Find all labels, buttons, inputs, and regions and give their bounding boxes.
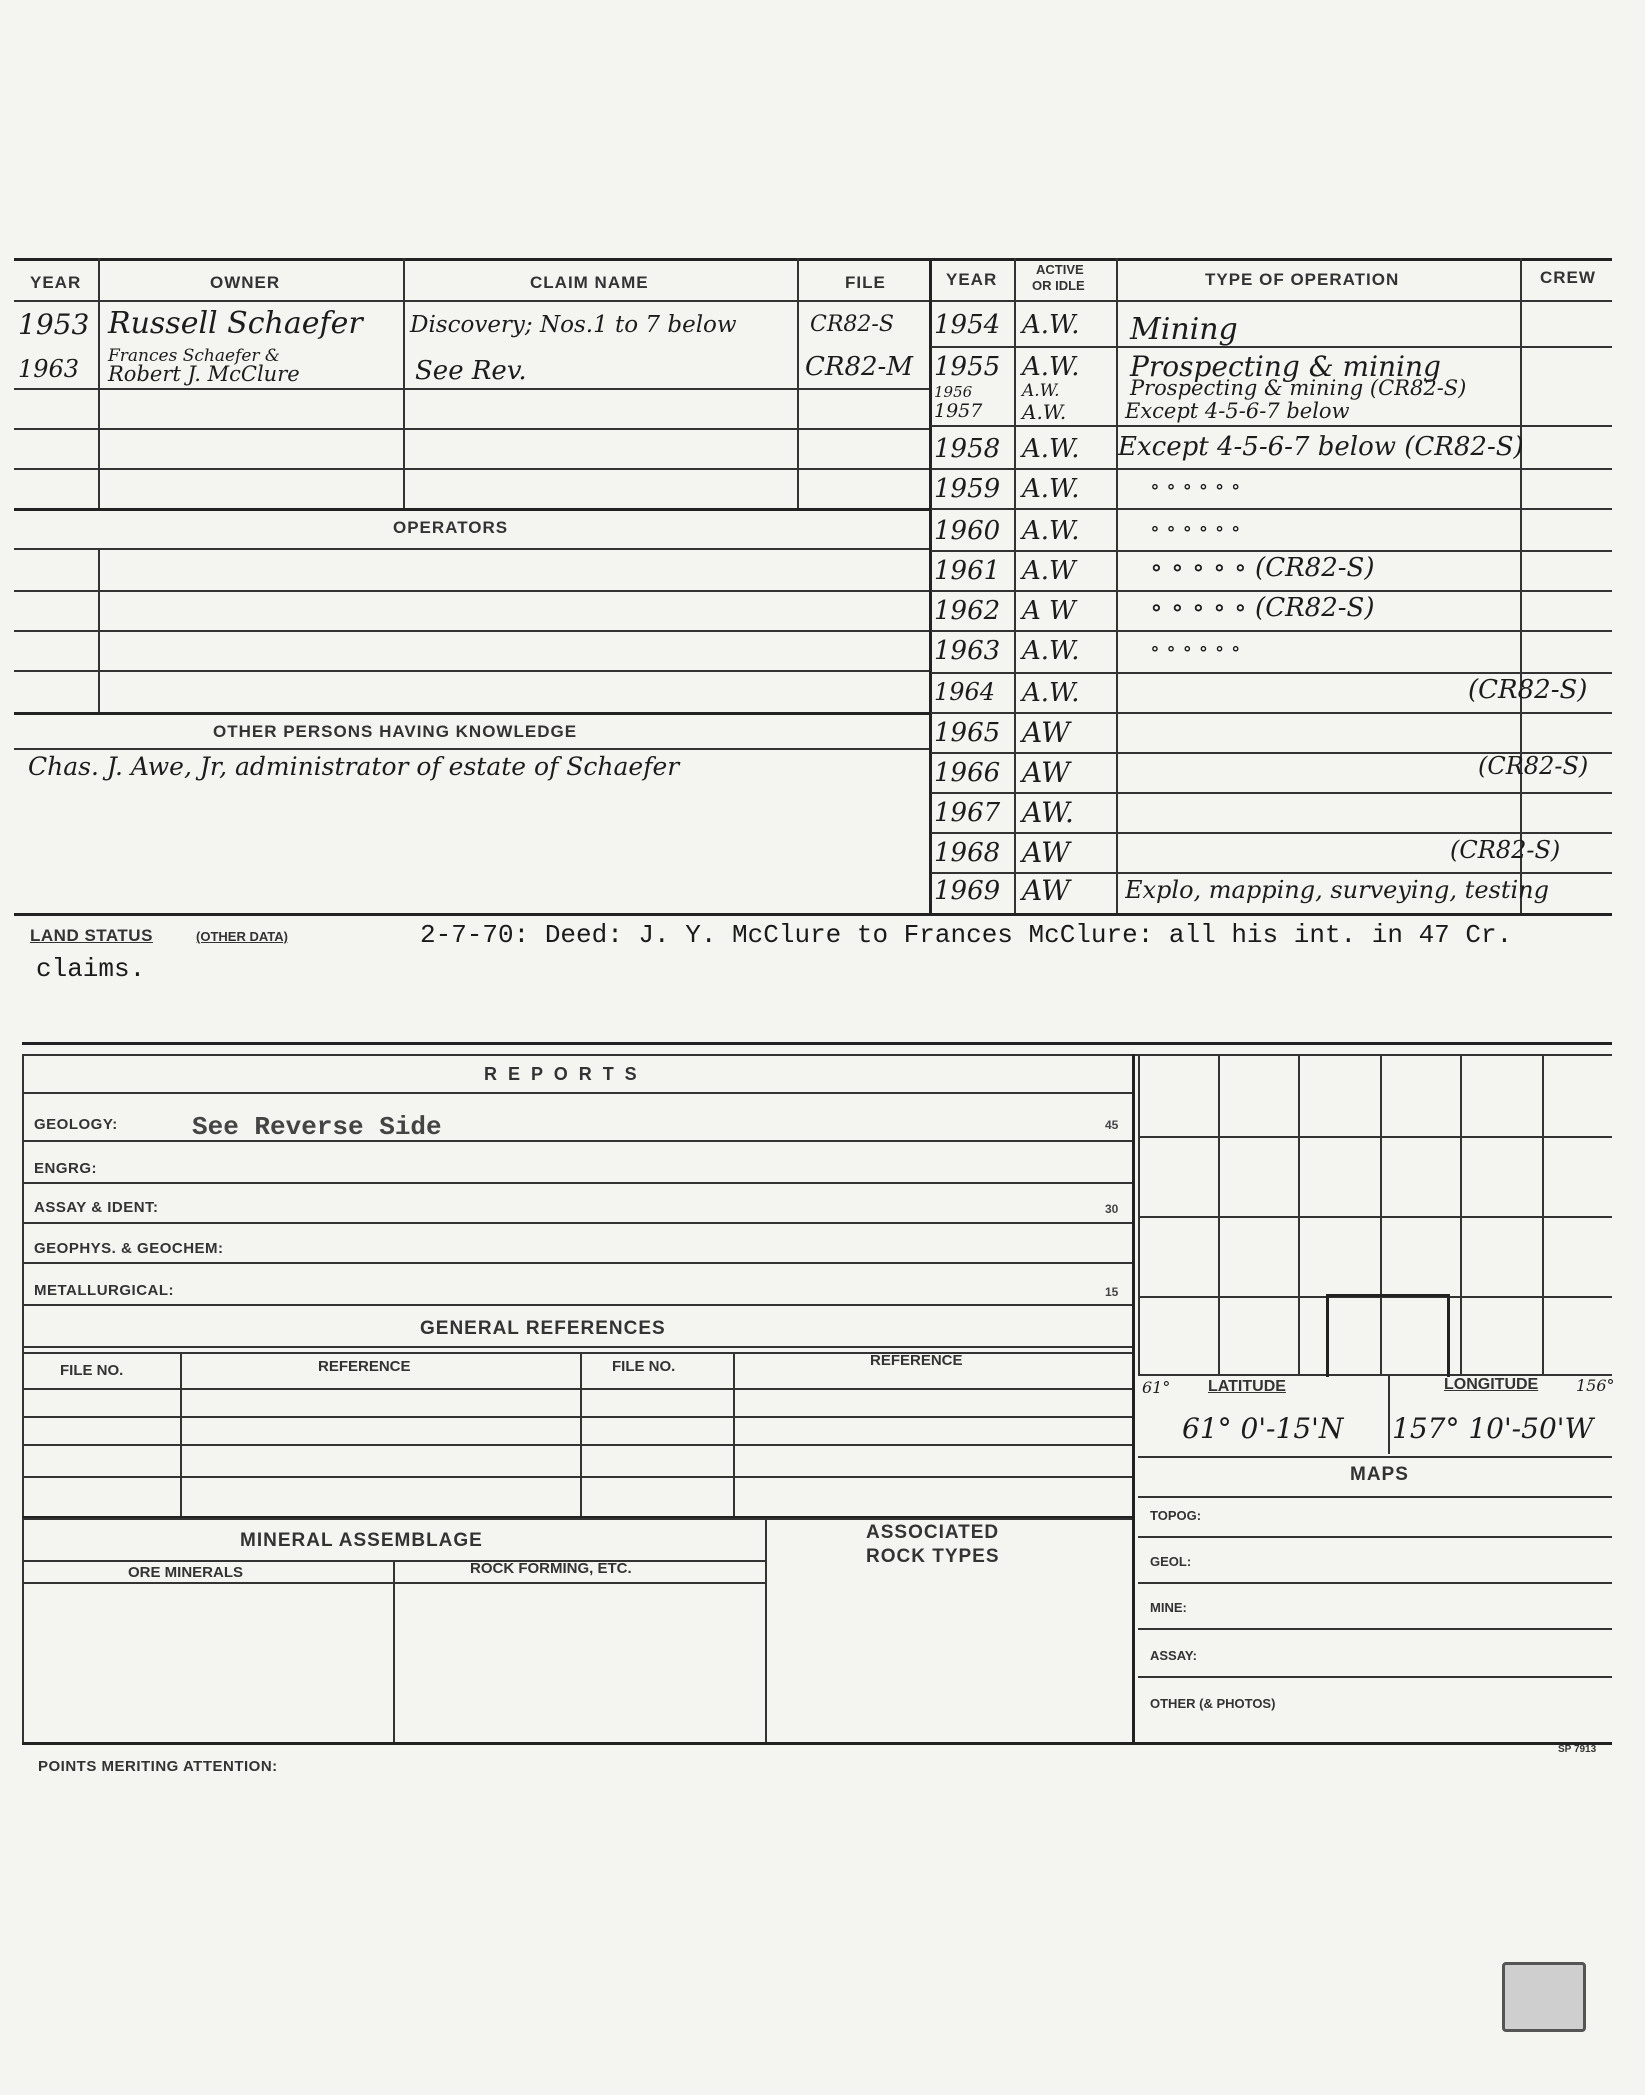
owner-row-1-owner: Russell Schaefer: [108, 306, 363, 341]
activity-status: A.W: [1022, 556, 1076, 586]
maps-heading: MAPS: [1350, 1464, 1409, 1485]
header-activity-year: YEAR: [946, 270, 998, 289]
activity-op: ∘ ∘ ∘ ∘ ∘ ∘: [1150, 474, 1241, 498]
gen-ref-header-ref-1: REFERENCE: [318, 1358, 411, 1375]
activity-status: A.W.: [1022, 516, 1080, 546]
activity-status: A W: [1022, 596, 1076, 626]
activity-status: A.W.: [1022, 381, 1060, 401]
activity-op: Mining: [1130, 312, 1238, 347]
gen-ref-header-ref-2: REFERENCE: [870, 1352, 963, 1369]
longitude-value: 157° 10'-50'W: [1392, 1412, 1594, 1445]
map-row-label: OTHER (& PHOTOS): [1150, 1696, 1276, 1711]
corner-stamp-box: [1502, 1962, 1586, 2032]
activity-op: ∘ ∘ ∘ ∘ ∘ ∘: [1150, 516, 1241, 540]
activity-status: AW: [1022, 836, 1070, 869]
land-status-label: LAND STATUS: [30, 926, 153, 945]
header-file: FILE: [845, 273, 886, 292]
activity-op: ∘ ∘ ∘ ∘ ∘ (CR82-S): [1150, 593, 1375, 623]
operators-heading: OPERATORS: [393, 518, 509, 537]
activity-status: A.W.: [1022, 636, 1080, 666]
latitude-prefix: 61°: [1142, 1378, 1171, 1397]
activity-year: 1955: [934, 352, 1001, 382]
owner-row-2-year: 1963: [18, 355, 80, 383]
activity-year: 1968: [934, 838, 1001, 868]
report-geophys-label: GEOPHYS. & GEOCHEM:: [34, 1240, 224, 1257]
general-references-heading: GENERAL REFERENCES: [420, 1318, 666, 1339]
activity-status: A.W.: [1022, 310, 1080, 340]
other-persons-entry: Chas. J. Awe, Jr, administrator of estate of Schaefer: [28, 752, 680, 781]
report-engrg-label: ENGRG:: [34, 1160, 97, 1177]
header-crew: CREW: [1540, 268, 1596, 287]
activity-op: (CR82-S): [1450, 836, 1561, 864]
header-year: YEAR: [30, 273, 82, 292]
rock-forming-header: ROCK FORMING, ETC.: [470, 1560, 632, 1577]
activity-year: 1964: [934, 678, 996, 706]
activity-year: 1960: [934, 516, 1001, 546]
activity-op: ∘ ∘ ∘ ∘ ∘ ∘: [1150, 636, 1241, 660]
activity-status: AW: [1022, 716, 1070, 749]
owner-row-1-claim: Discovery; Nos.1 to 7 below: [410, 312, 737, 338]
activity-year: 1965: [934, 718, 1001, 748]
activity-op: Except 4-5-6-7 below: [1125, 399, 1350, 423]
gen-ref-header-file-1: FILE NO.: [60, 1362, 124, 1379]
activity-status: A.W.: [1022, 400, 1067, 424]
land-status-line-2: claims.: [36, 954, 146, 984]
activity-year: 1959: [934, 474, 1001, 504]
latitude-label: LATITUDE: [1208, 1378, 1286, 1395]
points-meriting-attention-label: POINTS MERITING ATTENTION:: [38, 1758, 278, 1775]
activity-year: 1963: [934, 636, 1001, 666]
reports-heading: R E P O R T S: [484, 1064, 640, 1084]
map-row-label: TOPOG:: [1150, 1508, 1202, 1523]
header-owner: OWNER: [210, 273, 281, 292]
activity-year: 1958: [934, 434, 1001, 464]
activity-op: Prospecting & mining: [1130, 350, 1441, 383]
report-tick-15: 15: [1105, 1285, 1119, 1299]
activity-op: ∘ ∘ ∘ ∘ ∘ (CR82-S): [1150, 553, 1375, 583]
activity-status: A.W.: [1022, 352, 1080, 382]
map-row-label: GEOL:: [1150, 1554, 1192, 1569]
report-geology-label: GEOLOGY:: [34, 1116, 118, 1133]
header-active: ACTIVE: [1036, 262, 1084, 277]
report-metallurgical-label: METALLURGICAL:: [34, 1282, 175, 1299]
activity-year: 1954: [934, 310, 1001, 340]
owner-row-1-file: CR82-S: [810, 312, 894, 337]
owner-row-2-owner-line2: Robert J. McClure: [108, 362, 300, 386]
associated-rock-types-line-2: ROCK TYPES: [866, 1546, 1000, 1567]
activity-op: Explo, mapping, surveying, testing: [1125, 876, 1549, 904]
activity-status: AW.: [1022, 796, 1074, 829]
longitude-suffix: 156°: [1576, 1376, 1615, 1395]
map-row-label: ASSAY:: [1150, 1648, 1197, 1663]
land-status-line-1: 2-7-70: Deed: J. Y. McClure to Frances McClure: all his int. in 47 Cr.: [420, 920, 1513, 950]
header-or-idle: OR IDLE: [1032, 278, 1085, 293]
gen-ref-header-file-2: FILE NO.: [612, 1358, 676, 1375]
activity-year: 1967: [934, 798, 1001, 828]
activity-status: AW: [1022, 874, 1070, 907]
report-geology-value: See Reverse Side: [192, 1112, 442, 1142]
report-tick-45: 45: [1105, 1118, 1119, 1132]
activity-status: AW: [1022, 756, 1070, 789]
mineral-assemblage-heading: MINERAL ASSEMBLAGE: [240, 1530, 483, 1551]
activity-op: Except 4-5-6-7 below (CR82-S): [1118, 432, 1524, 462]
other-persons-heading: OTHER PERSONS HAVING KNOWLEDGE: [213, 722, 578, 741]
header-type-of-operation: TYPE OF OPERATION: [1205, 270, 1400, 289]
associated-rock-types-line-1: ASSOCIATED: [866, 1522, 1000, 1543]
activity-status: A.W.: [1022, 474, 1080, 504]
report-tick-30: 30: [1105, 1202, 1119, 1216]
map-row-label: MINE:: [1150, 1600, 1187, 1615]
owner-row-2-file: CR82-M: [805, 352, 913, 382]
activity-op: (CR82-S): [1478, 752, 1589, 780]
longitude-label: LONGITUDE: [1444, 1376, 1539, 1393]
activity-op: Prospecting & mining (CR82-S): [1130, 376, 1467, 400]
activity-year: 1969: [934, 876, 1001, 906]
header-claim-name: CLAIM NAME: [530, 273, 649, 292]
claim-location-marker: [1326, 1294, 1450, 1377]
form-code: SP 7913: [1558, 1744, 1597, 1755]
owner-row-1-year: 1953: [18, 308, 90, 341]
land-status-sublabel: (OTHER DATA): [196, 929, 288, 944]
owner-row-2-claim: See Rev.: [415, 356, 527, 386]
activity-year: 1966: [934, 758, 1001, 788]
activity-op: (CR82-S): [1468, 675, 1588, 705]
report-assay-label: ASSAY & IDENT:: [34, 1199, 159, 1216]
latitude-value: 61° 0'-15'N: [1182, 1412, 1344, 1445]
activity-status: A.W.: [1022, 678, 1080, 708]
activity-year: 1956: [934, 383, 973, 401]
activity-status: A.W.: [1022, 434, 1080, 464]
owner-row-2-owner-line1: Frances Schaefer &: [108, 346, 281, 366]
activity-year: 1961: [934, 556, 1001, 586]
ore-minerals-header: ORE MINERALS: [128, 1564, 244, 1581]
activity-year: 1962: [934, 596, 1001, 626]
activity-year: 1957: [934, 400, 983, 422]
